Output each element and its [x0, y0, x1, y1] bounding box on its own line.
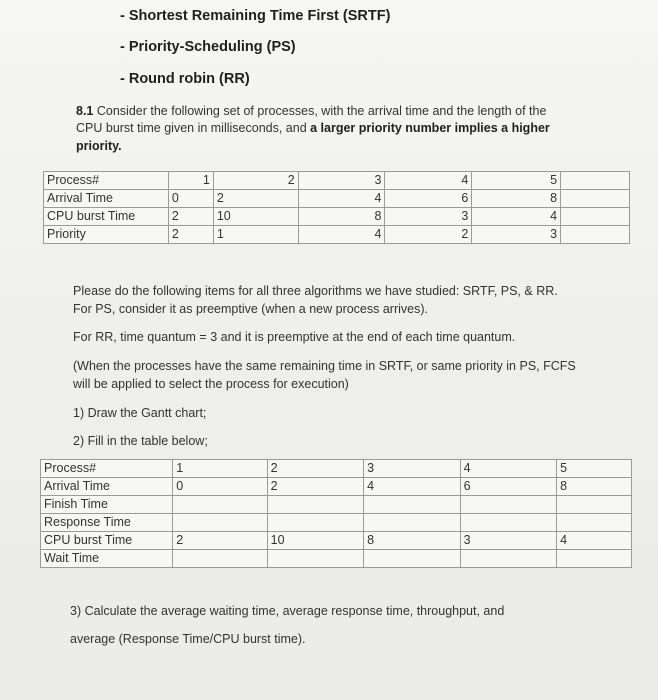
- table-cell: [561, 172, 630, 190]
- instruction-line-5: will be applied to select the process for execution): [73, 377, 349, 391]
- table-cell: [557, 496, 632, 514]
- table-cell: 4: [460, 460, 557, 478]
- table-cell: [173, 550, 267, 568]
- table-cell: 2: [168, 208, 213, 226]
- row-label: Finish Time: [41, 496, 173, 514]
- item-3-line-2: average (Response Time/CPU burst time).: [70, 632, 306, 646]
- table-row: [41, 550, 632, 568]
- instruction-line-4: (When the processes have the same remaining time in SRTF, or same priority in PS, FCFS: [73, 359, 576, 373]
- table-cell: 2: [168, 226, 213, 244]
- table-cell: 1: [168, 172, 213, 190]
- table-cell: 2: [213, 172, 298, 190]
- table-cell: 3: [472, 226, 561, 244]
- question-text-2: CPU burst time given in milliseconds, and: [76, 121, 311, 135]
- question-text-1: Consider the following set of processes, with the arrival time and the length of the: [96, 104, 547, 118]
- results-table: [40, 459, 632, 568]
- table-row: [41, 460, 632, 478]
- question-line-3: [76, 139, 122, 153]
- table-row: [44, 208, 630, 226]
- table-cell: [364, 496, 461, 514]
- table-cell: 5: [557, 460, 632, 478]
- instruction-item-1: 1) Draw the Gantt chart;: [73, 406, 207, 420]
- table-cell: 4: [385, 172, 472, 190]
- table-cell: 0: [168, 190, 213, 208]
- table-cell: [173, 514, 267, 532]
- table-cell: [460, 496, 557, 514]
- table-cell: 6: [460, 478, 557, 496]
- table-cell: [267, 496, 364, 514]
- table-cell: 8: [364, 532, 461, 550]
- table-cell: [561, 190, 630, 208]
- algorithm-srtf: - Shortest Remaining Time First (SRTF): [120, 8, 391, 24]
- row-label: Process#: [41, 460, 173, 478]
- table-cell: 3: [364, 460, 461, 478]
- table-cell: 2: [267, 478, 364, 496]
- instruction-line-2: For PS, consider it as preemptive (when a new process arrives).: [73, 302, 428, 316]
- table-cell: [173, 496, 267, 514]
- instruction-item-2: 2) Fill in the table below;: [73, 434, 208, 448]
- row-label: Response Time: [41, 514, 173, 532]
- table-cell: 1: [173, 460, 267, 478]
- table-cell: [561, 208, 630, 226]
- table-cell: 1: [213, 226, 298, 244]
- table-row: [41, 514, 632, 532]
- table-cell: 6: [385, 190, 472, 208]
- table-row: [44, 190, 630, 208]
- table-cell: 4: [472, 208, 561, 226]
- table-cell: [267, 550, 364, 568]
- instruction-line-3: For RR, time quantum = 3 and it is preemptive at the end of each time quantum.: [73, 330, 516, 344]
- table-cell: 8: [557, 478, 632, 496]
- question-line-2: [76, 121, 550, 135]
- row-label: Arrival Time: [44, 190, 169, 208]
- table-cell: [557, 550, 632, 568]
- table-cell: 2: [385, 226, 472, 244]
- table-cell: 4: [298, 226, 385, 244]
- table-cell: 3: [460, 532, 557, 550]
- table-row: [41, 478, 632, 496]
- row-label: CPU burst Time: [41, 532, 173, 550]
- table-cell: 4: [298, 190, 385, 208]
- table-cell: 2: [213, 190, 298, 208]
- table-cell: [460, 550, 557, 568]
- table-cell: [561, 226, 630, 244]
- instruction-line-1: Please do the following items for all three algorithms we have studied: SRTF, PS, & RR.: [73, 284, 558, 298]
- question-line-1: [76, 104, 546, 118]
- table-cell: [364, 514, 461, 532]
- table-row: [41, 532, 632, 550]
- table-cell: 3: [298, 172, 385, 190]
- process-table: [43, 171, 630, 244]
- table-cell: 0: [173, 478, 267, 496]
- row-label: Wait Time: [41, 550, 173, 568]
- row-label: Priority: [44, 226, 169, 244]
- table-row: [41, 496, 632, 514]
- table-cell: 10: [213, 208, 298, 226]
- row-label: Arrival Time: [41, 478, 173, 496]
- table-cell: 4: [364, 478, 461, 496]
- table-cell: [557, 514, 632, 532]
- table-cell: 8: [298, 208, 385, 226]
- row-label: CPU burst Time: [44, 208, 169, 226]
- table-cell: [460, 514, 557, 532]
- algorithm-rr: - Round robin (RR): [120, 71, 250, 87]
- question-number: 8.1: [76, 104, 94, 118]
- algorithm-ps: - Priority-Scheduling (PS): [120, 39, 296, 55]
- table-row: [44, 172, 630, 190]
- question-bold-3: priority.: [76, 139, 122, 153]
- question-bold-2: a larger priority number implies a higher: [310, 121, 550, 135]
- table-cell: 2: [267, 460, 364, 478]
- table-cell: [364, 550, 461, 568]
- item-3-line-1: 3) Calculate the average waiting time, average response time, throughput, and: [70, 604, 505, 618]
- table-cell: 8: [472, 190, 561, 208]
- row-label: Process#: [44, 172, 169, 190]
- table-row: [44, 226, 630, 244]
- table-cell: [267, 514, 364, 532]
- table-cell: 4: [557, 532, 632, 550]
- table-cell: 5: [472, 172, 561, 190]
- table-cell: 10: [267, 532, 364, 550]
- table-cell: 3: [385, 208, 472, 226]
- table-cell: 2: [173, 532, 267, 550]
